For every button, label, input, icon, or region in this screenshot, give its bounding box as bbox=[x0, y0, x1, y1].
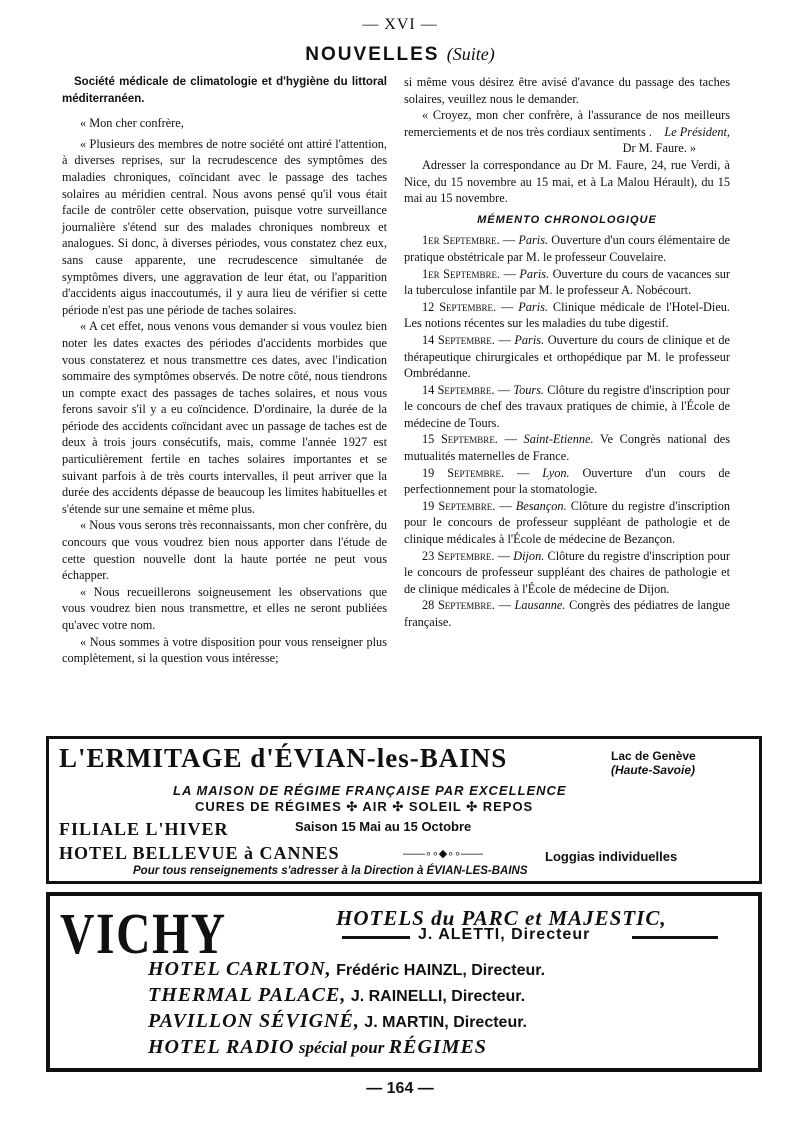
vichy-aletti: J. ALETTI, Directeur bbox=[418, 926, 591, 943]
radio-regimes: RÉGIMES bbox=[388, 1036, 487, 1058]
vichy-rule-left bbox=[342, 936, 410, 939]
memento-place: Saint-Etienne. bbox=[523, 432, 594, 447]
letter-paragraph: « A cet effet, nous venons vous demander si vous voulez bien noter les dates exactes des périodes d'accidents morbides que vous constaterez et nous transmettre ces dates, avec l'indication sommaire des symptômes observés. De notre côté, nous tiendrons un compte exact des passages de taches solaires, et nous vous ferons savoir s'il y a eu coïncidence. D'ordinaire, la durée de la période des accidents coïncidant avec un passage de taches est de deux à trois jours consécutifs, mais, comme l'année 1927 est particulièrement fertile en taches solaires importantes et se suivant parfois à de très courts intervalles, il peut arriver que la durée des accidents dépasse de beaucoup les limites habituelles et s'étende sur une semaine et même plus. bbox=[62, 319, 387, 516]
vichy-line-thermal bbox=[148, 984, 525, 1007]
evian-hotel: HOTEL BELLEVUE à CANNES bbox=[59, 843, 340, 863]
letter-closing: « Croyez, mon cher confrère, à l'assurance de nos meilleurs remerciements et de nos très cordiaux sentiments . bbox=[404, 108, 730, 139]
memento-text: Clôture du registre d'inscription pour le concours de chef des travaux pratiques de chimie, à l'École de médecine de Tours. bbox=[404, 382, 730, 430]
evian-cures: CURES DE RÉGIMES ✣ AIR ✣ SOLEIL ✣ REPOS bbox=[195, 799, 534, 814]
memento-place: Lyon. bbox=[542, 465, 570, 480]
hotel-name: HOTEL CARLTON, bbox=[148, 958, 332, 980]
memento-text: Ouverture du cours de vacances sur la tuberculose infantile par M. le professeur A. Nobécourt. bbox=[404, 266, 730, 298]
title-main: NOUVELLES bbox=[305, 44, 440, 65]
memento-place: Tours. bbox=[513, 382, 545, 397]
evian-loggias: Loggias individuelles bbox=[545, 849, 678, 864]
memento-entry: 19 Septembre. — Besançon. Clôture du registre d'inscription pour le concours de professeur suppléant de pathologie et de clinique médicales à l'École de médecine de Bezançon. bbox=[404, 498, 731, 547]
evian-ornament: ——∘∘◆∘∘—— bbox=[403, 848, 484, 860]
memento-date: 15 Septembre. bbox=[422, 432, 498, 447]
memento-entry: 15 Septembre. — Saint-Etienne. Ve Congrès national des mutualités maternelles de France. bbox=[404, 432, 730, 464]
evian-tagline: LA MAISON DE RÉGIME FRANÇAISE PAR EXCELLENCE bbox=[173, 783, 567, 798]
memento-text: Clinique médicale de l'Hotel-Dieu. Les notions récentes sur les maladies du tube digestif. bbox=[404, 299, 730, 331]
vichy-rule-right bbox=[632, 936, 718, 939]
memento-place: Besançon. bbox=[515, 498, 567, 513]
memento-list bbox=[404, 232, 730, 630]
memento-entry: 12 Septembre. — Paris. Clinique médicale de l'Hotel-Dieu. Les notions récentes sur les maladies du tube digestif. bbox=[404, 299, 730, 331]
vichy-city: VICHY bbox=[60, 901, 227, 966]
memento-place: Paris. bbox=[518, 233, 549, 248]
memento-date: 28 Septembre. bbox=[422, 598, 495, 613]
ad-vichy-hotels bbox=[46, 892, 762, 1072]
letter-paragraph: « Nous sommes à votre disposition pour vous renseigner plus complètement, si la question vous intéresse; bbox=[62, 634, 387, 666]
hotel-name: PAVILLON SÉVIGNÉ, bbox=[148, 1010, 360, 1032]
vichy-hotels-line: HOTELS du PARC et MAJESTIC, bbox=[336, 906, 667, 930]
radio-hotel-name: HOTEL RADIO bbox=[148, 1036, 295, 1058]
hotel-name: THERMAL PALACE, bbox=[148, 984, 347, 1006]
memento-text: Ouverture du cours de clinique et de thérapeutique chirurgicales et orthopédique par M. le professeur Ombrédanne. bbox=[404, 332, 730, 381]
memento-entry: 28 Septembre. — Lausanne. Congrès des pédiatres de langue française. bbox=[404, 598, 730, 629]
letter-continuation: si même vous désirez être avisé d'avance du passage des taches solaires, veuillez nous le demander. bbox=[404, 75, 730, 106]
signature-name: Dr M. Faure. » bbox=[622, 141, 696, 156]
memento-entry: 14 Septembre. — Paris. Ouverture du cours de clinique et de thérapeutique chirurgicales et orthopédique par M. le professeur Ombrédanne. bbox=[404, 332, 730, 381]
address-paragraph: Adresser la correspondance au Dr M. Faure, 24, rue Verdi, à Nice, du 15 novembre au 15 mai, et à La Malou Hérault), du 15 mai au 15 novembre. bbox=[404, 157, 730, 206]
memento-text: Ouverture d'un cours de perfectionnement pour la stomatologie. bbox=[404, 465, 730, 497]
vichy-line-sevigne bbox=[148, 1010, 527, 1033]
society-heading: Société médicale de climatologie et d'hygiène du littoral méditerranéen. bbox=[62, 76, 387, 105]
memento-place: Paris. bbox=[518, 299, 548, 314]
memento-text: Ve Congrès national des mutualités maternelles de France. bbox=[404, 432, 730, 464]
radio-special: spécial pour bbox=[298, 1038, 385, 1057]
page-number: — 164 — bbox=[366, 1080, 434, 1097]
memento-date: 14 Septembre. bbox=[422, 332, 495, 347]
memento-date: 1er Septembre. bbox=[422, 233, 500, 248]
evian-headline: L'ERMITAGE d'ÉVIAN-les-BAINS bbox=[59, 743, 508, 773]
memento-date: 14 Septembre. bbox=[422, 382, 495, 397]
memento-entry: 14 Septembre. — Tours. Clôture du registre d'inscription pour le concours de chef des travaux pratiques de chimie, à l'École de médecine de Tours. bbox=[404, 382, 730, 430]
memento-date: 19 Septembre. bbox=[422, 498, 496, 513]
memento-place: Dijon. bbox=[513, 548, 545, 563]
memento-entry: 1er Septembre. — Paris. Ouverture du cours de vacances sur la tuberculose infantile par M. le professeur A. Nobécourt. bbox=[404, 266, 730, 298]
hotel-director: J. MARTIN, Directeur. bbox=[364, 1014, 527, 1031]
memento-entry: 1er Septembre. — Paris. Ouverture d'un cours élémentaire de pratique obstétricale par M. le professeur Couvelaire. bbox=[404, 233, 731, 264]
right-column bbox=[404, 74, 730, 631]
memento-text: Congrès des pédiatres de langue française. bbox=[404, 598, 730, 629]
left-column bbox=[62, 74, 387, 667]
letter-paragraph: « Plusieurs des membres de notre société ont attiré l'attention, à diverses reprises, sur la recrudescence des symptômes des maladies chroniques, coïncidant avec le passage des taches solaires au méridien central. Nous avons pensé qu'il vous était facile de contrôler cette observation, puisque votre surveillance journalière s'étend sur des malades chroniques nombreux et analogues. Si donc, à diverses périodes, vous constatez chez eux, sans cause apparente, une recrudescence simultanée de symptômes divers, une aggravation de leur état, ou l'apparition d'accidents aigus inaccoutumés, il y aura lieu de vérifier si cette période n'est pas une période de taches solaires. bbox=[62, 136, 387, 317]
signature-title: Le Président, bbox=[664, 124, 730, 139]
vichy-line-radio bbox=[148, 1036, 487, 1059]
memento-date: 12 Septembre. bbox=[422, 299, 497, 314]
hotel-director: J. RAINELLI, Directeur. bbox=[350, 988, 526, 1005]
vichy-line-carlton bbox=[148, 958, 545, 981]
letter-paragraph: « Nous vous serons très reconnaissants, mon cher confrère, du concours que vous voudrez bien nous apporter dans l'étude de cette question nouvelle dont la haute portée ne peut vous échapper. bbox=[62, 518, 387, 583]
hotel-director: Frédéric HAINZL, Directeur. bbox=[336, 962, 546, 979]
memento-place: Paris. bbox=[514, 332, 545, 347]
memento-text: Ouverture d'un cours élémentaire de pratique obstétricale par M. le professeur Couvelaire. bbox=[404, 233, 731, 264]
memento-date: 1er Septembre. bbox=[422, 266, 501, 281]
ad-ermitage-evian bbox=[46, 736, 762, 884]
evian-filiale: FILIALE L'HIVER bbox=[59, 819, 229, 839]
title-suite: (Suite) bbox=[446, 44, 495, 64]
roman-page-number: — XVI — bbox=[362, 16, 438, 33]
evian-lac: Lac de Genève bbox=[611, 749, 696, 763]
memento-date: 19 Septembre. bbox=[422, 465, 505, 480]
memento-place: Lausanne. bbox=[514, 598, 566, 613]
memento-date: 23 Septembre. bbox=[422, 548, 495, 563]
evian-saison: Saison 15 Mai au 15 Octobre bbox=[295, 819, 472, 834]
memento-text: Clôture du registre d'inscription pour le concours de professeur suppléant des chaires de pathologie et de clinique médicales à l'École de médecine de Dijon. bbox=[404, 548, 730, 596]
evian-region: (Haute-Savoie) bbox=[611, 763, 696, 777]
letter-paragraph: « Nous recueillerons soigneusement les observations que vous voudrez bien nous transmettre, et elles ne seront publiées qu'avec votre nom. bbox=[62, 584, 387, 632]
memento-entry: 19 Septembre. — Lyon. Ouverture d'un cours de perfectionnement pour la stomatologie. bbox=[404, 465, 730, 497]
memento-place: Paris. bbox=[519, 266, 550, 281]
evian-info: Pour tous renseignements s'adresser à la Direction à ÉVIAN-LES-BAINS bbox=[133, 865, 528, 877]
letter-paragraph: « Mon cher confrère, bbox=[80, 116, 184, 131]
memento-entry: 23 Septembre. — Dijon. Clôture du registre d'inscription pour le concours de professeur suppléant des chaires de pathologie et de clinique médicales à l'École de médecine de Dijon. bbox=[404, 548, 730, 596]
memento-heading: MÉMENTO CHRONOLOGIQUE bbox=[477, 213, 657, 226]
memento-text: Clôture du registre d'inscription pour le concours de professeur suppléant de pathologie et de clinique médicales à l'École de médecine de Bezançon. bbox=[404, 498, 731, 547]
section-title bbox=[0, 44, 800, 66]
